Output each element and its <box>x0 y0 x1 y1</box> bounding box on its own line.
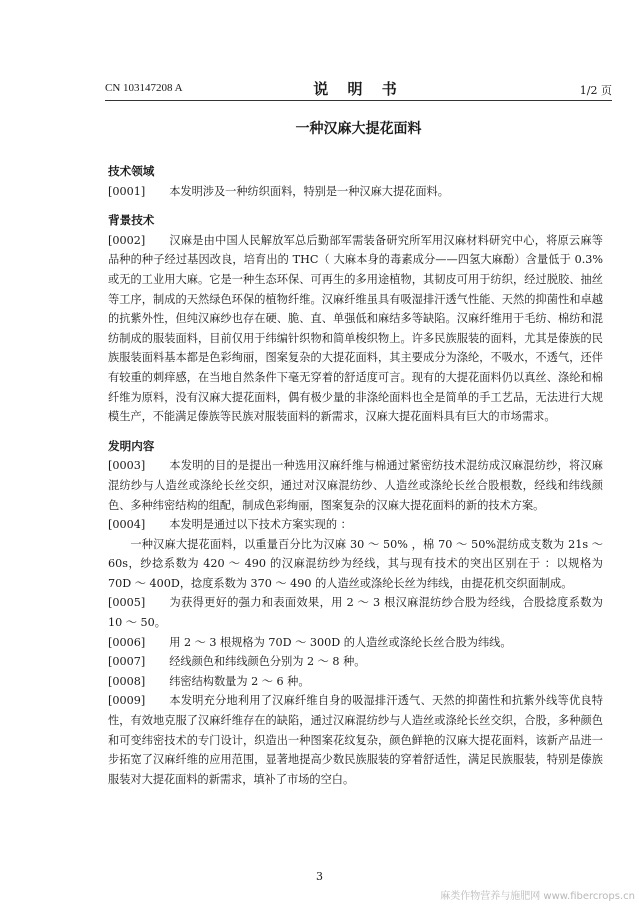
paragraph <box>108 593 603 632</box>
paragraph-text: 经线颜色和纬线颜色分别为 2 ～ 8 种。 <box>169 655 366 669</box>
paragraph-text: 用 2 ～ 3 根规格为 70D ～ 300D 的人造丝或涤纶长丝合股为纬线。 <box>169 635 512 649</box>
document-title: 一种汉麻大提花面料 <box>295 121 422 137</box>
paragraph-text: 一种汉麻大提花面料，以重量百分比为汉麻 30 ～ 50% ，棉 70 ～ 50%混纺成支数为 21s ～ 60s，纱捻系数为 420 ～ 490 的汉麻混纺纱为经线，其与现有技术的突出区别在于 ：以规格为 70D ～ 400D，捻度系数为 370 ～ 490 的人造丝或涤纶长丝为纬线，由提花机交织面制成。 <box>108 537 603 590</box>
paragraph-number: [0006] <box>108 635 146 649</box>
paragraph <box>108 182 603 202</box>
page-info: 1/2 页 <box>579 84 612 97</box>
paragraph-text: 本发明的目的是提出一种选用汉麻纤维与棉通过紧密纺技术混纺成汉麻混纺纱，将汉麻混纺纱与人造丝或涤纶长丝交织，通过对汉麻混纺纱、人造丝或涤纶长丝合股根数，经线和纬线颜色、多种纬密结构的组配，制成色彩绚丽，图案复杂的汉麻大提花面料的新的技术方案。 <box>108 459 603 512</box>
section-heading: 技术领域 <box>108 164 155 178</box>
paragraph-text: 本发明是通过以下技术方案实现的 ： <box>169 518 352 532</box>
paragraph <box>108 231 603 427</box>
paragraph <box>108 672 603 692</box>
paragraph-text: 本发明涉及一种纺织面料，特别是一种汉麻大提花面料。 <box>169 184 449 198</box>
paragraph <box>108 633 603 653</box>
paragraph <box>108 652 603 672</box>
watermark: 麻类作物营养与施肥网 www.fibercrops.cn <box>440 891 635 902</box>
paragraph-text: 本发明充分地利用了汉麻纤维自身的吸湿排汗透气、天然的抑菌性和抗紫外线等优良特性，有效地克服了汉麻纤维存在的缺陷，通过汉麻混纺纱与人造丝或涤纶长丝交织，合股，多种颜色和可变纬密技术的专门设计，织造出一种图案花纹复杂，颜色鲜艳的汉麻大提花面料，该新产品进一步拓宽了汉麻纤维的应用范围，显著地提高少数民族服装的穿着舒适性，满足民族服装，特别是傣族服装对大提花面料的新需求，填补了市场的空白。 <box>108 694 603 786</box>
paragraph-number: [0002] <box>108 233 146 247</box>
document-header <box>105 78 612 100</box>
header-divider <box>105 100 612 101</box>
patent-number: CN 103147208 A <box>105 82 183 94</box>
document-type: 说 明 书 <box>313 80 404 98</box>
paragraph-number: [0008] <box>108 674 146 688</box>
paragraph-text: 为获得更好的强力和表面效果，用 2 ～ 3 根汉麻混纺纱合股为经线，合股捻度系数为 10 ～ 50。 <box>108 596 603 630</box>
paragraph-number: [0009] <box>108 694 146 708</box>
paragraph-number: [0007] <box>108 655 146 669</box>
section-heading: 背景技术 <box>108 213 155 228</box>
paragraph-number: [0001] <box>108 184 146 198</box>
paragraph-number: [0003] <box>108 459 146 473</box>
paragraph-number: [0005] <box>108 596 146 610</box>
paragraph <box>108 535 603 594</box>
section-heading: 发明内容 <box>108 438 155 453</box>
paragraph <box>108 515 603 535</box>
paragraph <box>108 456 603 515</box>
paragraph-text: 纬密结构数量为 2 ～ 6 种。 <box>169 674 310 688</box>
page-number: 3 <box>316 870 323 883</box>
paragraph-text: 汉麻是由中国人民解放军总后勤部军需装备研究所军用汉麻材料研究中心，将原云麻等品种的种子经过基因改良，培育出的 THC（ 大麻本身的毒素成分——四氢大麻酚）含量低于 0.3%或无的工业用大麻。它是一种生态环保、可再生的多用途植物，其韧皮可用于纺织，经过脱胶、抽丝等工序，制成的天然绿色环保的植物纤维。汉麻纤维虽具有吸湿排汗透气性能、天然的抑菌性和卓越的抗紫外性，但纯汉麻纱也存在硬、脆、直、单强低和麻结多等缺陷。汉麻纤维用于毛纺、棉纺和混纺制成的服装面料，目前仅用于纬编针织物和简单梭织物上。许多民族服装的面料，尤其是傣族的民族服装面料基本都是色彩绚丽，图案复杂的大提花面料，其主要成分为涤纶，不吸水，不透气，还伴有较重的刺痒感，在当地自然条件下毫无穿着的舒适度可言。现有的大提花面料仍以真丝、涤纶和棉纤维为原料，没有汉麻大提花面料，偶有极少量的非涤纶面料也全是简单的手工艺品，无法进行大规模生产，不能满足傣族等民族对服装面料的新需求，汉麻大提花面料具有巨大的市场需求。 <box>108 233 603 424</box>
document-body <box>108 162 603 789</box>
paragraph <box>108 691 603 789</box>
paragraph-number: [0004] <box>108 518 146 532</box>
